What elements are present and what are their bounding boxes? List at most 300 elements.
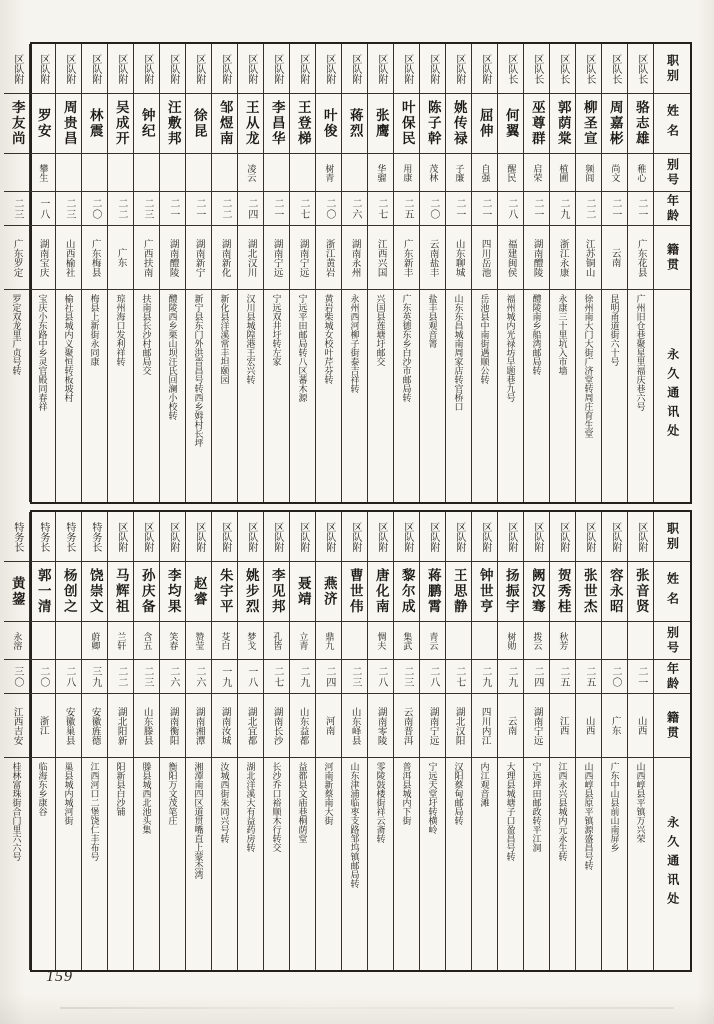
native-cell: 湖南永州 [342, 226, 367, 290]
age-cell: 二六 [186, 660, 211, 694]
alias-cell [576, 622, 601, 660]
role-cell: 区队附 [212, 512, 237, 562]
name-cell: 郭荫棠 [550, 94, 575, 154]
person-column [628, 512, 654, 970]
native-cell: 湖南新化 [212, 226, 237, 290]
address-cell: 益都县文庙巷桐荫堂 [297, 762, 308, 843]
age-cell: 二三 [4, 192, 29, 226]
native-cell: 广东新丰 [394, 226, 419, 290]
name-cell: 何翼 [498, 94, 523, 154]
role-cell: 区队附 [238, 44, 263, 94]
name-cell: 郭一清 [30, 562, 55, 622]
age-cell: 二五 [550, 660, 575, 694]
name-cell: 马辉祖 [108, 562, 133, 622]
person-column [602, 44, 628, 502]
person-column [472, 44, 498, 502]
age-cell: 二一 [446, 192, 471, 226]
person-column [472, 512, 498, 970]
age-cell: 一八 [30, 192, 55, 226]
address-cell: 兴国县莲塘圩邮交 [375, 294, 386, 366]
age-cell: 二七 [446, 660, 471, 694]
address-cell: 滕县城西北池头集 [141, 762, 152, 834]
alias-cell [342, 622, 367, 660]
name-cell: 骆志雄 [628, 94, 653, 154]
native-cell: 广东梅县 [82, 226, 107, 290]
role-cell: 区队附 [30, 44, 55, 94]
alias-cell: 秋芳 [550, 622, 575, 660]
scan-artifact [60, 1007, 674, 1009]
roster-sheet [9, 42, 692, 972]
person-column [290, 512, 316, 970]
address-cell: 广东中山县前山南屏乡 [609, 762, 620, 852]
alias-cell [264, 154, 289, 192]
age-cell: 二一 [160, 192, 185, 226]
role-cell: 区队附 [342, 512, 367, 562]
native-cell: 江西兴国 [368, 226, 393, 290]
name-cell: 李昌华 [264, 94, 289, 154]
role-cell: 区队长 [498, 44, 523, 94]
person-column [550, 44, 576, 502]
role-cell: 区队附 [290, 44, 315, 94]
native-cell: 湖南醴陵 [524, 226, 549, 290]
name-cell: 吴成开 [108, 94, 133, 154]
age-cell: 二〇 [316, 192, 341, 226]
alias-cell: 子廉 [446, 154, 471, 192]
role-cell: 区队附 [82, 44, 107, 94]
native-cell: 安徽巢县 [56, 694, 81, 758]
alias-cell: 孔皆 [264, 622, 289, 660]
age-cell: 二八 [56, 660, 81, 694]
alias-cell [628, 622, 653, 660]
alias-cell [134, 154, 159, 192]
alias-cell [186, 154, 211, 192]
alias-cell: 茂林 [420, 154, 445, 192]
native-cell: 湖北宜都 [238, 694, 263, 758]
label-age: 年龄 [654, 192, 690, 226]
native-cell: 浙江黄岩 [316, 226, 341, 290]
person-column [134, 44, 160, 502]
name-cell: 邹煜南 [212, 94, 237, 154]
role-cell: 区队附 [134, 512, 159, 562]
age-cell: 二八 [368, 660, 393, 694]
age-cell: 二三 [56, 192, 81, 226]
age-cell: 二五 [394, 192, 419, 226]
age-cell: 二三 [134, 192, 159, 226]
native-cell: 云南盐丰 [420, 226, 445, 290]
name-cell: 林震 [82, 94, 107, 154]
address-cell: 河南新蔡南大街 [323, 762, 334, 825]
name-cell: 黎尔成 [394, 562, 419, 622]
age-cell: 二〇 [602, 660, 627, 694]
person-column [4, 512, 30, 970]
person-column [160, 512, 186, 970]
person-column [394, 512, 420, 970]
alias-cell [212, 154, 237, 192]
role-cell: 区队长 [628, 44, 653, 94]
role-cell: 区队附 [212, 44, 237, 94]
age-cell: 二七 [264, 660, 289, 694]
age-cell: 二一 [472, 192, 497, 226]
address-cell: 宁远天堂圩转横岭 [427, 762, 438, 834]
age-cell: 二一 [628, 660, 653, 694]
name-cell: 孙庆备 [134, 562, 159, 622]
native-cell: 湖北汉川 [238, 226, 263, 290]
native-cell: 湖南湘潭 [186, 694, 211, 758]
native-cell: 山西 [628, 694, 653, 758]
alias-cell: 拨云 [524, 622, 549, 660]
age-cell: 二〇 [420, 192, 445, 226]
name-cell: 汪敷邦 [160, 94, 185, 154]
name-cell: 朱宇平 [212, 562, 237, 622]
name-cell: 陈子幹 [420, 94, 445, 154]
alias-cell [290, 154, 315, 192]
name-cell: 贺秀桂 [550, 562, 575, 622]
address-cell: 桂林富珠街合门里六六号 [11, 762, 22, 861]
native-cell: 四川内江 [472, 694, 497, 758]
alias-cell [342, 154, 367, 192]
role-cell: 区队附 [368, 512, 393, 562]
role-cell: 区队附 [134, 44, 159, 94]
alias-cell: 集武 [394, 622, 419, 660]
address-cell: 永州西河柳子街泰吉祥转 [349, 294, 360, 393]
alias-cell: 自强 [472, 154, 497, 192]
role-cell: 区队附 [186, 512, 211, 562]
native-cell: 广东 [108, 226, 133, 290]
role-cell: 区队附 [368, 44, 393, 94]
alias-cell [56, 622, 81, 660]
person-column [498, 512, 524, 970]
alias-cell: 树勋 [498, 622, 523, 660]
person-column [446, 44, 472, 502]
address-cell: 宁远双井圩转左家 [271, 294, 282, 366]
name-cell: 聂靖 [290, 562, 315, 622]
age-cell: 二五 [576, 660, 601, 694]
alias-cell [446, 622, 471, 660]
alias-cell: 笑春 [160, 622, 185, 660]
alias-cell: 兰轩 [108, 622, 133, 660]
role-cell: 区队附 [472, 44, 497, 94]
role-cell: 特务长 [82, 512, 107, 562]
address-cell: 广州旧仓巷聚星里福庆巷六号 [635, 294, 646, 411]
role-cell: 区队附 [160, 44, 185, 94]
native-cell: 云南 [602, 226, 627, 290]
alias-cell [56, 154, 81, 192]
address-cell: 宁远坪田邮政转平江洞 [531, 762, 542, 852]
address-cell: 零陵鼓楼街祥云斋转 [375, 762, 386, 843]
role-cell: 区队附 [264, 44, 289, 94]
address-cell: 山西崞县平镇万兴荣 [635, 762, 646, 843]
band-bottom [9, 510, 692, 972]
role-cell: 区队附 [498, 512, 523, 562]
name-cell: 张世杰 [576, 562, 601, 622]
alias-cell [4, 154, 29, 192]
native-cell: 福建闽侯 [498, 226, 523, 290]
role-cell: 区队附 [420, 44, 445, 94]
native-cell: 湖南宁远 [420, 694, 445, 758]
role-cell: 区队附 [108, 44, 133, 94]
address-cell: 醴陵南乡船湾邮局转 [531, 294, 542, 375]
person-column [186, 512, 212, 970]
address-cell: 盐丰县观音箐 [427, 294, 438, 348]
alias-cell: 醒民 [498, 154, 523, 192]
label-alias: 别号 [654, 154, 690, 192]
alias-cell: 含五 [134, 622, 159, 660]
address-cell: 山西崞县原平镇源盛昌号转 [583, 762, 594, 870]
native-cell: 湖南宝庆 [30, 226, 55, 290]
name-cell: 赵睿 [186, 562, 211, 622]
label-role: 职别 [654, 512, 690, 562]
person-column [576, 512, 602, 970]
label-name: 姓名 [654, 94, 690, 154]
role-cell: 区队附 [316, 44, 341, 94]
address-cell: 阳新县白沙铺 [115, 762, 126, 816]
address-cell: 汉阳蔡甸邮局转 [453, 762, 464, 825]
native-cell: 湖南零陵 [368, 694, 393, 758]
role-cell: 区队附 [446, 512, 471, 562]
name-cell: 周嘉彬 [602, 94, 627, 154]
alias-cell: 凌云 [238, 154, 263, 192]
alias-cell: 青云 [420, 622, 445, 660]
name-cell: 周贵昌 [56, 94, 81, 154]
alias-cell: 梦戈 [238, 622, 263, 660]
age-cell: 二九 [498, 660, 523, 694]
address-cell: 江西河口二堡饶仁丰布号 [89, 762, 100, 861]
person-column [238, 512, 264, 970]
page-number: 159 [46, 968, 73, 985]
person-column [368, 44, 394, 502]
person-column [342, 512, 368, 970]
person-column [212, 512, 238, 970]
name-cell: 叶俊 [316, 94, 341, 154]
name-cell: 饶崇文 [82, 562, 107, 622]
alias-cell: 立青 [290, 622, 315, 660]
address-cell: 临海东乡康谷 [37, 762, 48, 816]
name-cell: 蒋鹏霄 [420, 562, 445, 622]
alias-cell: 植圃 [550, 154, 575, 192]
name-cell: 徐昆 [186, 94, 211, 154]
person-column [82, 512, 108, 970]
person-column [420, 512, 446, 970]
alias-cell: 芟白 [212, 622, 237, 660]
address-cell: 大理县城塘子口盈昌号转 [505, 762, 516, 861]
name-cell: 姚步烈 [238, 562, 263, 622]
person-column [160, 44, 186, 502]
age-cell: 一八 [238, 660, 263, 694]
native-cell: 山东峄县 [342, 694, 367, 758]
address-cell: 巢县城内城河街 [63, 762, 74, 825]
label-address: 永久通讯处 [665, 816, 680, 911]
role-cell: 特务长 [56, 512, 81, 562]
alias-cell: 启荣 [524, 154, 549, 192]
row-label-column [654, 512, 690, 970]
age-cell: 二〇 [82, 192, 107, 226]
native-cell: 湖南汝城 [212, 694, 237, 758]
name-cell: 曹世伟 [342, 562, 367, 622]
label-native: 籍贯 [654, 694, 690, 758]
person-column [134, 512, 160, 970]
name-cell: 叶保民 [394, 94, 419, 154]
person-column [524, 512, 550, 970]
name-cell: 容永昭 [602, 562, 627, 622]
age-cell: 二九 [290, 660, 315, 694]
alias-cell: 华骝 [368, 154, 393, 192]
role-cell: 区队附 [160, 512, 185, 562]
alias-cell: 鼎九 [316, 622, 341, 660]
age-cell: 二八 [420, 660, 445, 694]
role-cell: 区队附 [550, 512, 575, 562]
name-cell: 蒋烈 [342, 94, 367, 154]
person-column [56, 44, 82, 502]
person-column [316, 44, 342, 502]
native-cell: 四川岳池 [472, 226, 497, 290]
address-cell: 湘潭南四区道贯嘴直上蒙杰湾 [193, 762, 204, 879]
role-cell: 区队附 [238, 512, 263, 562]
address-cell: 汉川县城隍港王宏兴转 [245, 294, 256, 384]
native-cell: 江西 [550, 694, 575, 758]
label-age: 年龄 [654, 660, 690, 694]
address-cell: 扶南县长沙村邮局交 [141, 294, 152, 375]
role-cell: 区队长 [524, 44, 549, 94]
name-cell: 阙汉骞 [524, 562, 549, 622]
role-cell: 区队附 [4, 44, 29, 94]
name-cell: 柳圣宣 [576, 94, 601, 154]
name-cell: 钟世亨 [472, 562, 497, 622]
alias-cell: 尚文 [602, 154, 627, 192]
role-cell: 区队附 [108, 512, 133, 562]
person-column [264, 512, 290, 970]
person-column [368, 512, 394, 970]
name-cell: 巫尊群 [524, 94, 549, 154]
person-column [342, 44, 368, 502]
address-cell: 内江观音滩 [479, 762, 490, 807]
role-cell: 区队附 [576, 512, 601, 562]
alias-cell: 永溶 [4, 622, 29, 660]
age-cell: 二四 [238, 192, 263, 226]
age-cell: 二七 [368, 192, 393, 226]
age-cell: 二二 [212, 192, 237, 226]
alias-cell: 惆夫 [368, 622, 393, 660]
person-column [186, 44, 212, 502]
address-cell: 广东英德东乡白沙市邮局转 [401, 294, 412, 402]
native-cell: 山东滕县 [134, 694, 159, 758]
alias-cell [472, 622, 497, 660]
address-cell: 罗定双龙里广贞号转 [11, 294, 22, 375]
address-cell: 醴陵西乡栗山坝汪氏回澜小校转 [167, 294, 178, 420]
role-cell: 区队长 [576, 44, 601, 94]
native-cell: 湖南醴陵 [160, 226, 185, 290]
label-role: 职别 [654, 44, 690, 94]
age-cell: 二二 [576, 192, 601, 226]
native-cell: 湖北汉阳 [446, 694, 471, 758]
role-cell: 区队附 [524, 512, 549, 562]
name-cell: 王登梯 [290, 94, 315, 154]
alias-cell [108, 154, 133, 192]
address-cell: 湖北洋溪大有益药房转 [245, 762, 256, 852]
alias-cell [160, 154, 185, 192]
address-cell: 普洱县城内下街 [401, 762, 412, 825]
alias-cell [30, 622, 55, 660]
native-cell: 江苏铜山 [576, 226, 601, 290]
native-cell: 广东 [602, 694, 627, 758]
person-column [290, 44, 316, 502]
person-column [498, 44, 524, 502]
person-column [108, 44, 134, 502]
address-cell: 永康三十里坑入市墙 [557, 294, 568, 375]
role-cell: 区队附 [186, 44, 211, 94]
age-cell: 二九 [550, 192, 575, 226]
address-cell: 衡阳万文茂笔庄 [167, 762, 178, 825]
person-column [576, 44, 602, 502]
person-column [82, 44, 108, 502]
name-cell: 杨创之 [56, 562, 81, 622]
name-cell: 李见邦 [264, 562, 289, 622]
name-cell: 王从龙 [238, 94, 263, 154]
age-cell: 二二 [108, 192, 133, 226]
label-name: 姓名 [654, 562, 690, 622]
alias-cell: 频闾 [576, 154, 601, 192]
address-cell: 榆社县城内义聚恒转板坡村 [63, 294, 74, 402]
name-cell: 钟纪 [134, 94, 159, 154]
label-alias: 别号 [654, 622, 690, 660]
name-cell: 李均果 [160, 562, 185, 622]
name-cell: 罗安 [30, 94, 55, 154]
native-cell: 山东聊城 [446, 226, 471, 290]
native-cell: 云南普洱 [394, 694, 419, 758]
address-cell: 长沙乔口裕顺木行转交 [271, 762, 282, 852]
native-cell: 云南 [498, 694, 523, 758]
label-native: 籍贯 [654, 226, 690, 290]
alias-cell: 用康 [394, 154, 419, 192]
role-cell: 区队附 [264, 512, 289, 562]
role-cell: 区队附 [56, 44, 81, 94]
age-cell: 一九 [212, 660, 237, 694]
person-column [4, 44, 30, 502]
name-cell: 张音贤 [628, 562, 653, 622]
age-cell: 三九 [82, 660, 107, 694]
person-column [212, 44, 238, 502]
person-column [30, 512, 56, 970]
role-cell: 区队附 [316, 512, 341, 562]
address-cell: 山东津浦临枣支路邹坞镇邮局转 [349, 762, 360, 888]
address-cell: 黄岩柴城女校叶芹芬转 [323, 294, 334, 384]
native-cell: 湖南衡阳 [160, 694, 185, 758]
alias-cell: 攀生 [30, 154, 55, 192]
address-cell: 汝城西街朱同兴号转 [219, 762, 230, 843]
age-cell: 二三 [394, 660, 419, 694]
role-cell: 区队长 [550, 44, 575, 94]
age-cell: 二二 [108, 660, 133, 694]
native-cell: 河南 [316, 694, 341, 758]
age-cell: 二四 [524, 660, 549, 694]
age-cell: 二三 [134, 660, 159, 694]
age-cell: 二一 [186, 192, 211, 226]
person-column [446, 512, 472, 970]
age-cell: 二八 [498, 192, 523, 226]
age-cell: 二七 [290, 192, 315, 226]
name-cell: 李友尚 [4, 94, 29, 154]
role-cell: 区队附 [446, 44, 471, 94]
person-column [30, 44, 56, 502]
native-cell: 浙江永康 [550, 226, 575, 290]
address-cell: 山东东昌城南周家店转官桥口 [453, 294, 464, 411]
age-cell: 二一 [602, 192, 627, 226]
role-cell: 特务长 [30, 512, 55, 562]
person-column [420, 44, 446, 502]
address-cell: 徐州南大门大街广济堂转周庄育生堂 [583, 294, 594, 438]
band-top [9, 42, 692, 504]
age-cell: 二六 [342, 192, 367, 226]
native-cell: 江西吉安 [4, 694, 29, 758]
